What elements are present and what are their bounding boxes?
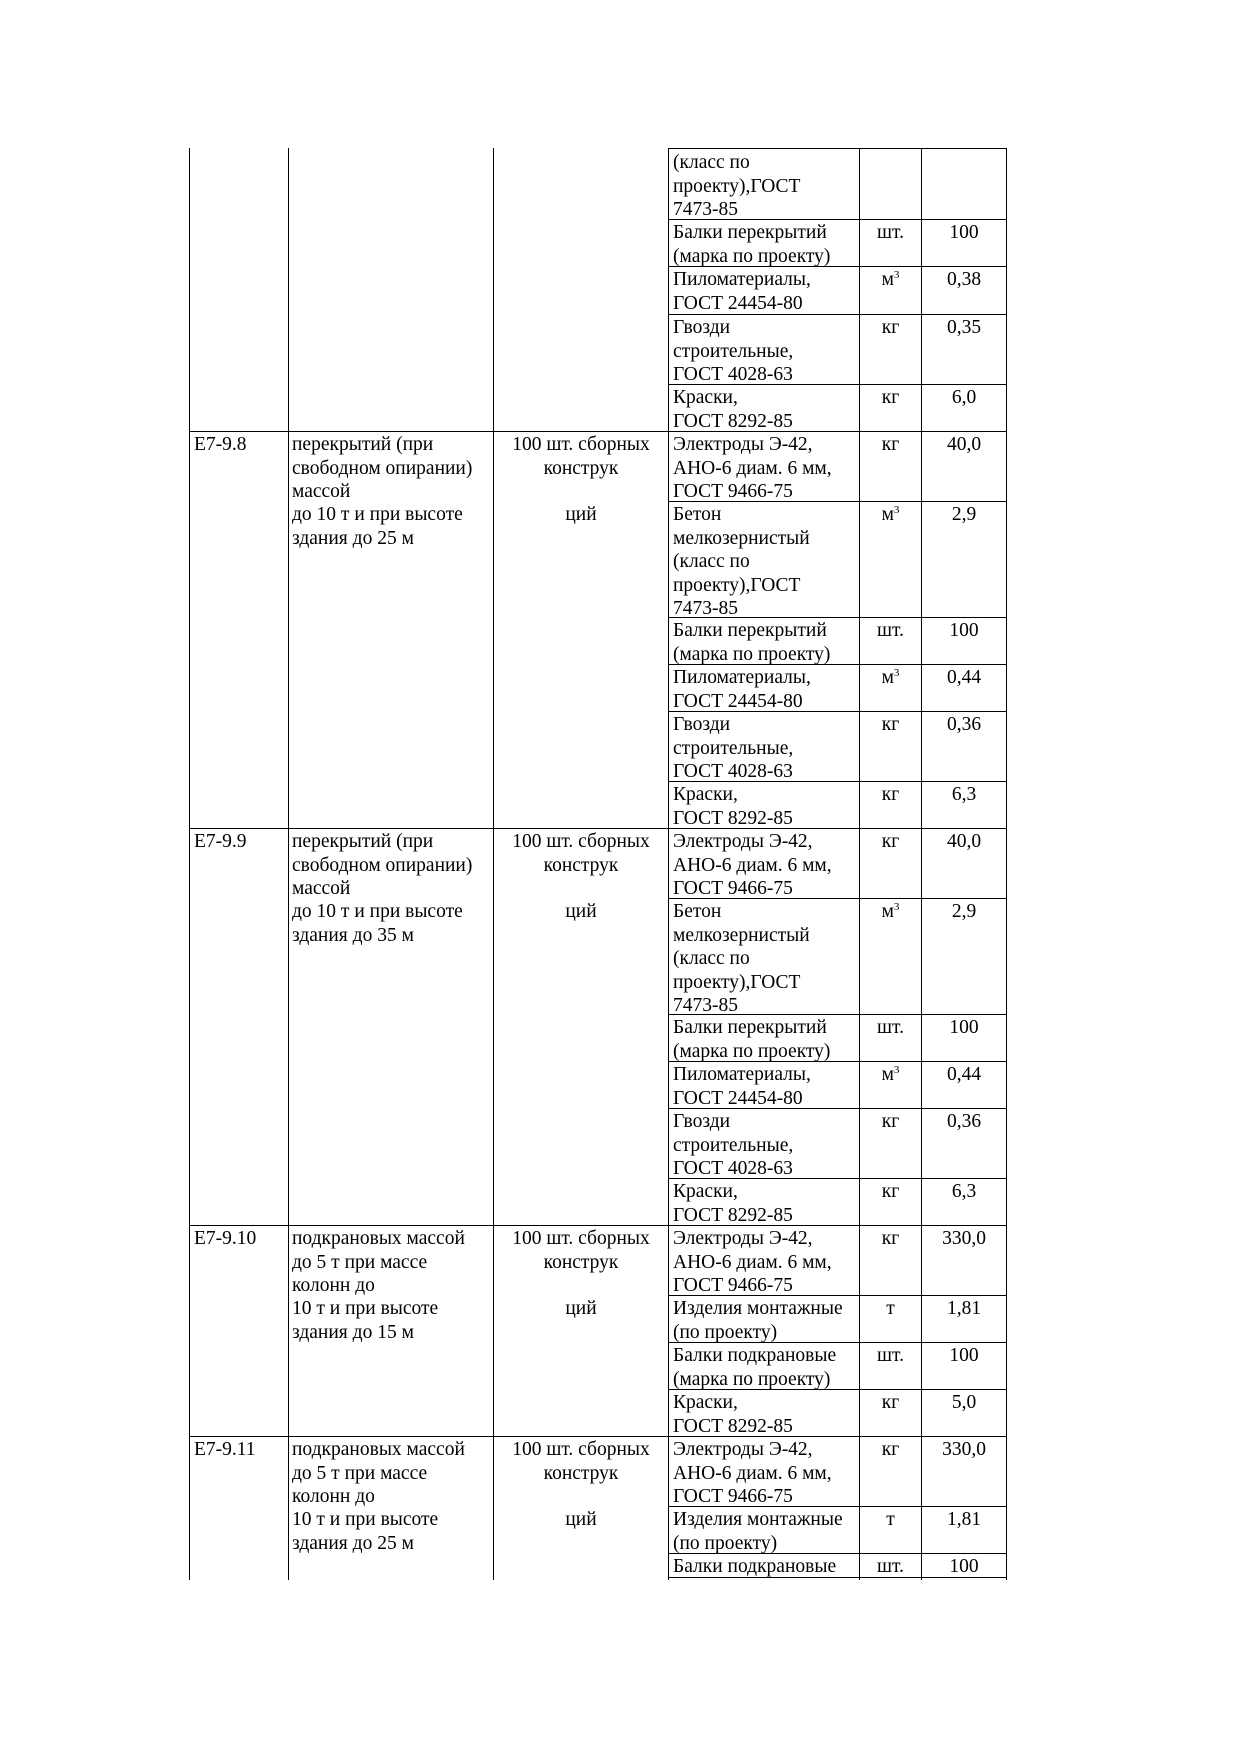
material-qty: 6,0: [951, 387, 977, 408]
material-unit: кг: [881, 1181, 900, 1202]
material-unit: кг: [881, 434, 900, 455]
item-description: перекрытий (при свободном опирании) массой: [292, 434, 473, 502]
item-row-divider: [189, 1436, 1007, 1437]
item-description: 10 т и при высоте здания до 25 м: [292, 1509, 439, 1554]
material-name: Изделия монтажные (по проекту): [673, 1298, 843, 1343]
material-name: Бетон мелкозернистый (класс по проекту),ГОСТ 7473-85: [673, 504, 810, 619]
item-meter: ций: [565, 504, 597, 525]
material-unit: кг: [881, 1111, 900, 1132]
item-meter: 100 шт. сборных конструк: [512, 831, 650, 876]
item-code: Е7-9.10: [194, 1228, 257, 1249]
material-qty: 2,9: [951, 504, 977, 525]
material-unit: кг: [881, 714, 900, 735]
material-name: Краски, ГОСТ 8292-85: [673, 387, 793, 432]
item-meter: ций: [565, 1298, 597, 1319]
material-name: Балки перекрытий (марка по проекту): [673, 222, 831, 267]
material-unit: кг: [881, 831, 900, 852]
item-description: подкрановых массой до 5 т при массе колонн до: [292, 1439, 465, 1507]
material-qty: 0,44: [946, 1064, 982, 1085]
item-description: подкрановых массой до 5 т при массе колонн до: [292, 1228, 465, 1296]
material-unit: $м^3$: [881, 269, 900, 290]
material-name: Электроды Э-42, АНО-6 диам. 6 мм, ГОСТ 9466-75: [673, 831, 832, 899]
material-name: Электроды Э-42, АНО-6 диам. 6 мм, ГОСТ 9466-75: [673, 1439, 832, 1507]
material-qty: 0,44: [946, 667, 982, 688]
item-meter: 100 шт. сборных конструк: [512, 434, 650, 479]
material-unit: кг: [881, 1392, 900, 1413]
material-name: Бетон мелкозернистый (класс по проекту),ГОСТ 7473-85: [673, 901, 810, 1016]
material-unit: $м^3$: [881, 1064, 900, 1085]
material-name: Краски, ГОСТ 8292-85: [673, 1392, 793, 1437]
material-name: Балки перекрытий (марка по проекту): [673, 1017, 831, 1062]
material-name: Гвозди строительные, ГОСТ 4028-63: [673, 714, 794, 782]
material-qty: 1,81: [946, 1509, 982, 1530]
material-unit: $м^3$: [881, 901, 900, 922]
material-name: Балки подкрановые: [673, 1556, 837, 1577]
material-qty: 2,9: [951, 901, 977, 922]
material-unit: т: [886, 1509, 895, 1530]
material-unit: шт.: [877, 1345, 904, 1366]
material-name: Электроды Э-42, АНО-6 диам. 6 мм, ГОСТ 9466-75: [673, 434, 832, 502]
material-qty: 0,35: [946, 317, 982, 338]
material-qty: 0,36: [946, 714, 982, 735]
item-code: Е7-9.11: [194, 1439, 256, 1460]
material-qty: 100: [949, 1017, 979, 1038]
material-unit: шт.: [877, 620, 904, 641]
material-qty: 40,0: [946, 434, 982, 455]
material-name: Краски, ГОСТ 8292-85: [673, 784, 793, 829]
item-code: Е7-9.8: [194, 434, 247, 455]
item-description: до 10 т и при высоте здания до 35 м: [292, 901, 463, 946]
material-qty: 100: [949, 1345, 979, 1366]
material-qty: 5,0: [951, 1392, 977, 1413]
material-unit: кг: [881, 387, 900, 408]
material-name: Пиломатериалы, ГОСТ 24454-80: [673, 667, 811, 712]
item-row-divider: [189, 828, 1007, 829]
item-meter: ций: [565, 1509, 597, 1530]
material-unit: т: [886, 1298, 895, 1319]
material-qty: 100: [949, 1556, 979, 1577]
material-unit: кг: [881, 1228, 900, 1249]
item-meter: 100 шт. сборных конструк: [512, 1439, 650, 1484]
material-qty: 6,3: [951, 1181, 977, 1202]
item-meter: 100 шт. сборных конструк: [512, 1228, 650, 1273]
material-unit: шт.: [877, 1017, 904, 1038]
item-meter: ций: [565, 901, 597, 922]
material-name: Пиломатериалы, ГОСТ 24454-80: [673, 1064, 811, 1109]
table-border-left: [189, 148, 190, 1580]
material-name: Электроды Э-42, АНО-6 диам. 6 мм, ГОСТ 9466-75: [673, 1228, 832, 1296]
item-description: 10 т и при высоте здания до 15 м: [292, 1298, 439, 1343]
material-qty: 330,0: [942, 1439, 986, 1460]
material-qty: 40,0: [946, 831, 982, 852]
material-unit: шт.: [877, 222, 904, 243]
material-unit: $м^3$: [881, 667, 900, 688]
material-unit: $м^3$: [881, 504, 900, 525]
material-name: Изделия монтажные (по проекту): [673, 1509, 843, 1554]
material-unit: кг: [881, 784, 900, 805]
material-unit: кг: [881, 317, 900, 338]
material-qty: 6,3: [951, 784, 977, 805]
material-qty: 100: [949, 222, 979, 243]
column-divider-1: [288, 148, 289, 1580]
material-unit: шт.: [877, 1556, 904, 1577]
material-row-divider: [668, 148, 1007, 149]
material-qty: 0,36: [946, 1111, 982, 1132]
material-name: Гвозди строительные, ГОСТ 4028-63: [673, 317, 794, 385]
column-divider-3: [668, 148, 669, 1580]
material-unit: кг: [881, 1439, 900, 1460]
material-name: Краски, ГОСТ 8292-85: [673, 1181, 793, 1226]
item-description: до 10 т и при высоте здания до 25 м: [292, 504, 463, 549]
item-code: Е7-9.9: [194, 831, 247, 852]
item-row-divider: [189, 431, 1007, 432]
material-name: Пиломатериалы, ГОСТ 24454-80: [673, 269, 811, 314]
material-name: (класс по проекту),ГОСТ 7473-85: [673, 152, 801, 220]
material-name: Гвозди строительные, ГОСТ 4028-63: [673, 1111, 794, 1179]
material-name: Балки перекрытий (марка по проекту): [673, 620, 831, 665]
material-qty: 330,0: [942, 1228, 986, 1249]
table-border-right: [1006, 148, 1007, 1580]
item-row-divider: [189, 1225, 1007, 1226]
material-qty: 1,81: [946, 1298, 982, 1319]
material-qty: 100: [949, 620, 979, 641]
material-name: Балки подкрановые (марка по проекту): [673, 1345, 837, 1390]
item-description: перекрытий (при свободном опирании) массой: [292, 831, 473, 899]
material-qty: 0,38: [946, 269, 982, 290]
